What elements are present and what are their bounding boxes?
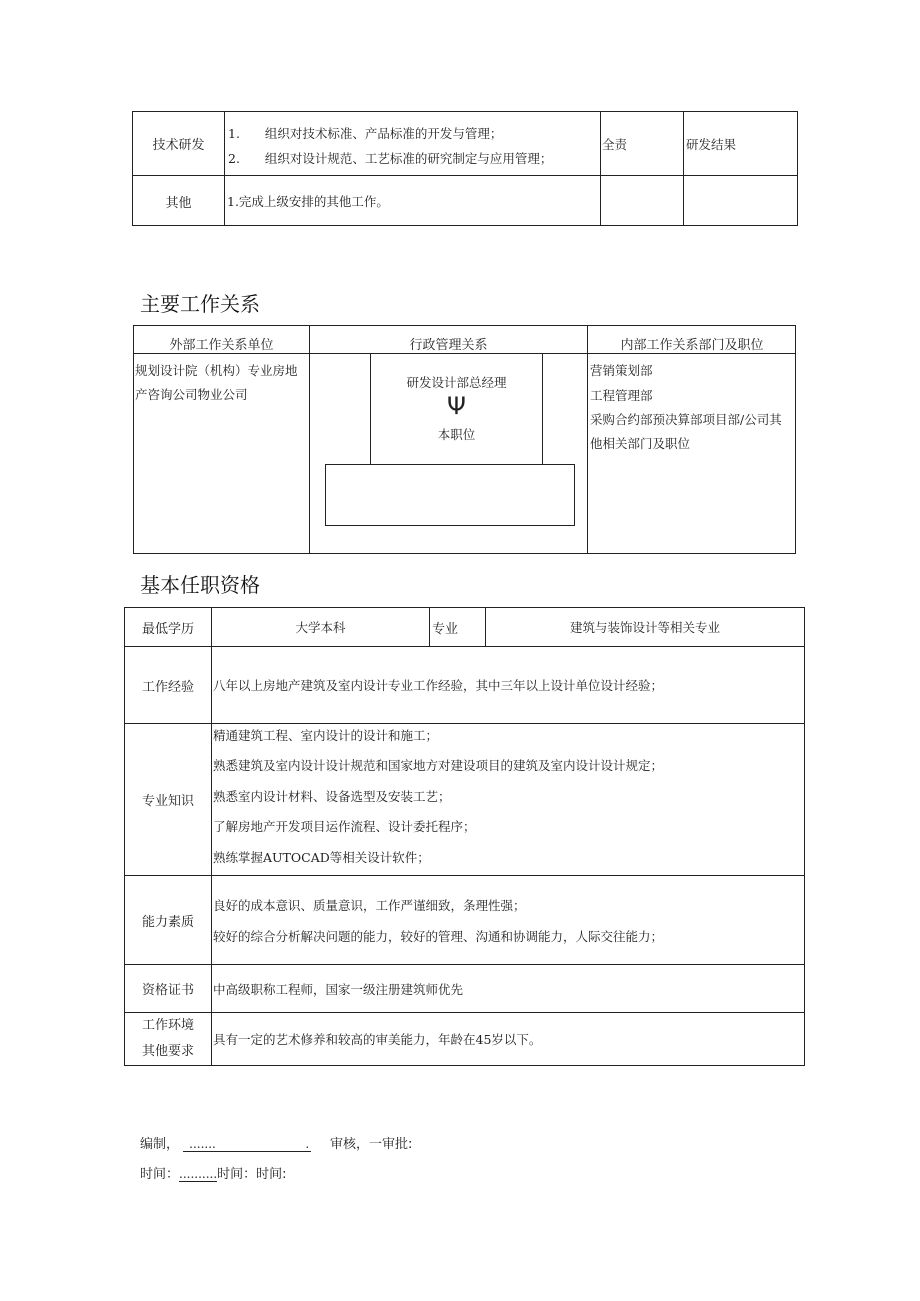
knowledge-label: 专业知识 (141, 794, 194, 809)
duty-table-col-divider (600, 111, 601, 226)
time-blank[interactable] (179, 1167, 217, 1182)
qual-col-divider (211, 607, 212, 1066)
org-chart-line (542, 354, 543, 464)
env-label-2: 其他要求 (141, 1044, 194, 1059)
compile-label: 编制， (140, 1137, 180, 1152)
duty-name-rd: 技术研发 (152, 138, 205, 153)
compile-end: . (305, 1137, 310, 1151)
duty-table-col-divider (683, 111, 684, 226)
education-label: 最低学历 (141, 621, 194, 637)
time-label-1: 时间： (140, 1167, 180, 1182)
down-arrow-icon: Ψ (447, 392, 466, 420)
duty-item: 1.完成上级安排的其他工作。 (227, 194, 389, 209)
time-label-2: 时间：时间: (217, 1167, 287, 1182)
qualifications-title: 基本任职资格 (140, 573, 260, 597)
qual-col-divider (429, 607, 430, 646)
internal-dept-line: 工程管理部 (590, 388, 653, 403)
relations-title: 主要工作关系 (140, 292, 260, 316)
external-unit-line: 产咨询公司物业公司 (135, 387, 248, 402)
internal-dept-line: 营销策划部 (590, 363, 653, 378)
knowledge-item: 精通建筑工程、室内设计的设计和施工； (213, 728, 439, 743)
knowledge-item: 熟悉室内设计材料、设备选型及安装工艺； (213, 789, 451, 804)
env-value: 具有一定的艺术修养和较高的审美能力，年龄在45岁以下。 (213, 1032, 542, 1047)
duty-responsibility: 全责 (602, 136, 628, 152)
compile-row (140, 1133, 311, 1152)
duty-name-other: 其他 (165, 195, 192, 211)
qual-row-divider (124, 875, 805, 876)
compile-dots: ....... (189, 1137, 216, 1151)
experience-label: 工作经验 (141, 679, 194, 695)
knowledge-item: 熟悉建筑及室内设计设计规范和国家地方对建设项目的建筑及室内设计设计规定； (213, 758, 664, 773)
knowledge-item: 熟练掌握AUTOCAD等相关设计软件； (213, 850, 430, 865)
review-label: 审核，一审批: (330, 1137, 413, 1152)
duty-item: 2. 组织对设计规范、工艺标准的研究制定与应用管理； (228, 151, 553, 166)
env-label-1: 工作环境 (141, 1018, 194, 1033)
duty-table-col-divider (224, 111, 225, 226)
time-row (140, 1163, 287, 1182)
ability-item: 良好的成本意识、质量意识，工作严谨细致，条理性强； (213, 898, 526, 913)
position-label: 本职位 (437, 427, 476, 442)
qual-row-divider (124, 723, 805, 724)
internal-dept-line: 采购合约部预决算部项目部/公司其 (590, 412, 782, 427)
relations-header-internal: 内部工作关系部门及职位 (620, 337, 764, 353)
duty-result: 研发结果 (686, 136, 737, 152)
external-unit-line: 规划设计院（机构）专业房地 (135, 363, 298, 378)
ability-label: 能力素质 (141, 914, 194, 930)
relations-header-external: 外部工作关系单位 (169, 337, 274, 353)
experience-value: 八年以上房地产建筑及室内设计专业工作经验，其中三年以上设计单位设计经验； (213, 678, 664, 693)
subordinate-box (325, 464, 575, 526)
internal-dept-line: 他相关部门及职位 (590, 436, 691, 451)
cert-value: 中高级职称工程师，国家一级注册建筑师优先 (213, 981, 464, 997)
cert-label: 资格证书 (141, 983, 194, 998)
education-value: 大学本科 (295, 620, 346, 635)
major-label: 专业 (432, 621, 459, 637)
manager-label: 研发设计部总经理 (406, 375, 507, 390)
duty-table-row-divider (132, 175, 798, 176)
compile-blank[interactable] (183, 1137, 311, 1152)
relations-col-divider (309, 325, 310, 554)
ability-item: 较好的综合分析解决问题的能力，较好的管理、沟通和协调能力，人际交往能力； (213, 929, 664, 944)
relations-header-admin: 行政管理关系 (409, 337, 488, 353)
duty-item: 1. 组织对技术标准、产品标准的开发与管理； (228, 126, 503, 141)
major-value: 建筑与装饰设计等相关专业 (569, 620, 720, 635)
time-dots: .......... (179, 1167, 218, 1181)
relations-col-divider (587, 325, 588, 554)
knowledge-item: 了解房地产开发项目运作流程、设计委托程序； (213, 819, 476, 834)
